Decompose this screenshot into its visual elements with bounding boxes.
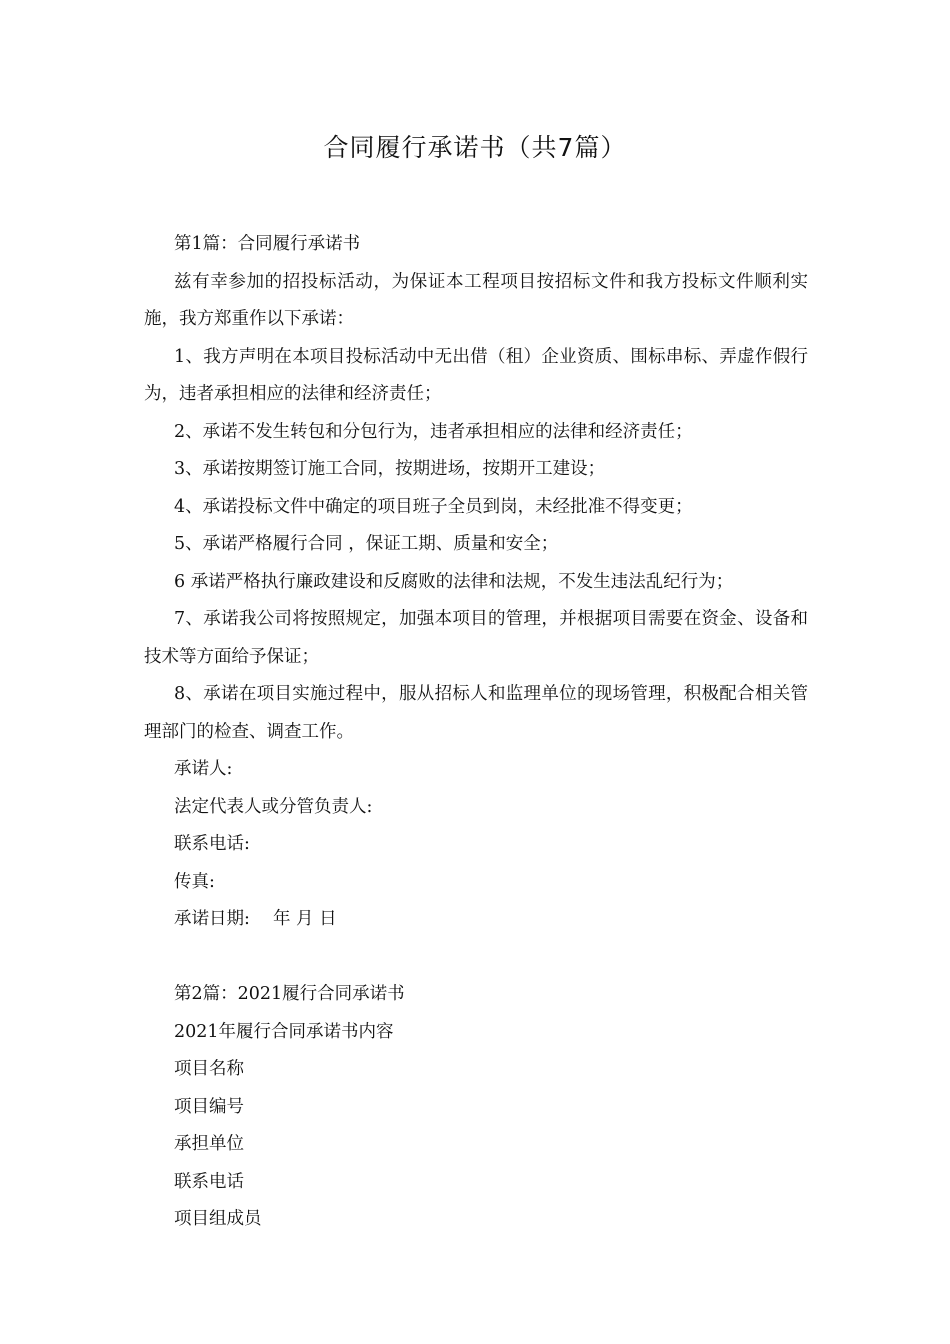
field-undertaking-unit: 承担单位 [174,1134,244,1154]
document-title: 合同履行承诺书（共7篇） [323,133,627,162]
section-spacer [144,939,808,977]
field-contact-phone: 联系电话 [174,1171,244,1192]
date-line: 承诺日期: 年 月 日 [174,909,337,929]
phone-line: 联系电话: [174,834,250,854]
field-project-name: 项目名称 [174,1059,244,1079]
legal-rep-line: 法定代表人或分管负责人: [174,796,373,817]
document-body [144,226,808,1239]
section1-intro: 兹有幸参加的招投标活动，为保证本工程项目按招标文件和我方投标文件顺利实施，我方郑重作以下承诺： [144,271,808,329]
section1-heading: 第1篇：合同履行承诺书 [174,234,361,254]
promisor-line: 承诺人: [174,759,233,779]
commitment-item-4: 4、承诺投标文件中确定的项目班子全员到岗，未经批准不得变更； [174,496,693,517]
section2-heading: 第2篇：2021履行合同承诺书 [174,984,405,1004]
commitment-item-1: 1、我方声明在本项目投标活动中无出借（租）企业资质、围标串标、弄虚作假行为，违者承担相应的法律和经济责任； [144,346,808,404]
commitment-item-2: 2、承诺不发生转包和分包行为，违者承担相应的法律和经济责任； [174,421,693,442]
commitment-item-6: 6 承诺严格执行廉政建设和反腐败的法律和法规，不发生违法乱纪行为； [174,571,734,592]
commitment-item-8: 8、承诺在项目实施过程中，服从招标人和监理单位的现场管理，积极配合相关管理部门的检查、调查工作。 [144,684,808,742]
fax-line: 传真: [174,871,215,892]
commitment-item-5: 5、承诺严格履行合同 ，保证工期、质量和安全； [174,534,559,554]
commitment-item-3: 3、承诺按期签订施工合同，按期进场，按期开工建设； [174,459,606,479]
section2-subheading: 2021年履行合同承诺书内容 [174,1021,394,1042]
field-project-number: 项目编号 [174,1096,244,1117]
commitment-item-7: 7、承诺我公司将按照规定，加强本项目的管理，并根据项目需要在资金、设备和技术等方面给予保证； [144,609,808,667]
field-team-members: 项目组成员 [174,1209,262,1229]
